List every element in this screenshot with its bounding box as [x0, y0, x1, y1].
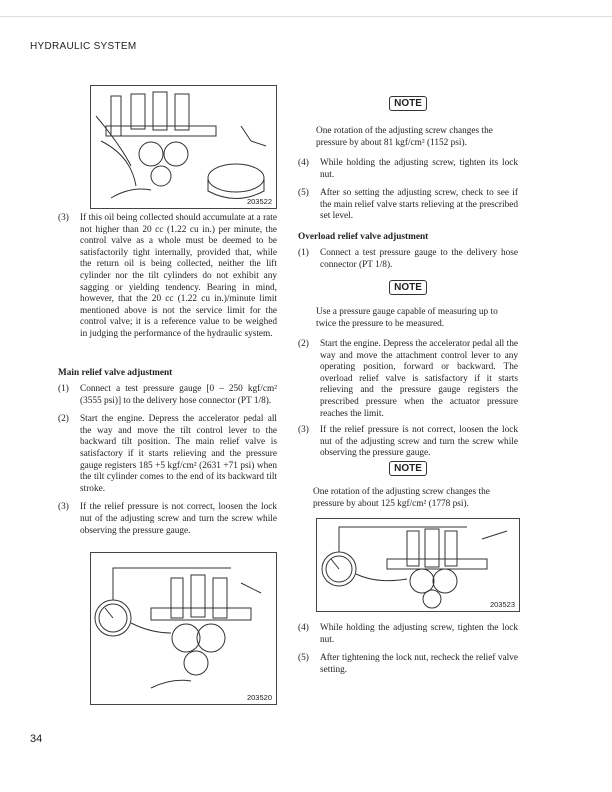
note-3-text: One rotation of the adjusting screw changes the pressure by about 125 kgf/cm² (1778 psi).: [313, 487, 490, 509]
list-item: [58, 213, 277, 341]
main-relief-steps-cont: [298, 158, 518, 223]
list-item: [298, 623, 518, 646]
list-item: [58, 502, 277, 537]
item-number: (5): [298, 188, 309, 199]
item-text: If the relief pressure is not correct, loosen the lock nut of the adjusting screw and turn the screw while observing the pressure gauge.: [320, 425, 518, 459]
item-text: Start the engine. Depress the accelerator pedal all the way and move the attachment control lever to any operating position, forward or backward. The overload relief valve is satisfactory if it starts relieving and the pressure gauge registers the prescribed pressure when the actuator pressure reaches the limit.: [320, 339, 518, 419]
note-label: NOTE: [389, 96, 427, 111]
item-text: Start the engine. Depress the accelerator pedal all the way and move the tilt control lever to the backward tilt position. The main relief valve is satisfactory if it starts relieving and the pressure gauge registers 185 +5 kgf/cm² (2631 +71 psi) when the tilt cylinder comes to the end of its backward tilt stroke.: [80, 414, 277, 494]
item-number: (3): [298, 425, 309, 436]
list-item: [58, 384, 277, 407]
item-number: (1): [298, 248, 309, 258]
list-item: [298, 158, 518, 181]
item-text: After tightening the lock nut, recheck the relief valve setting.: [320, 653, 518, 675]
figure-number: 203523: [489, 600, 515, 609]
item-number: (2): [58, 414, 69, 425]
note-1-text: One rotation of the adjusting screw changes the pressure by about 81 kgf/cm² (1152 psi).: [316, 126, 493, 148]
note-label: NOTE: [389, 461, 427, 476]
list-item: [298, 188, 518, 223]
note-1: [298, 93, 518, 111]
item-text: While holding the adjusting screw, tighten its lock nut.: [320, 158, 518, 180]
item-number: (3): [58, 213, 69, 223]
list-item: [58, 414, 277, 495]
item-number: (2): [298, 339, 309, 349]
section-title: HYDRAULIC SYSTEM: [30, 41, 137, 52]
item-number: (5): [298, 653, 309, 664]
main-relief-heading: Main relief valve adjustment: [58, 368, 173, 378]
page-number: 34: [30, 733, 43, 745]
list-item: [298, 425, 518, 460]
item-text: While holding the adjusting screw, tighten the lock nut.: [320, 623, 518, 645]
item-text: After so setting the adjusting screw, check to see if the main relief valve starts relieving at the prescribed set level.: [320, 188, 518, 222]
item-text: Connect a test pressure gauge [0 – 250 kgf/cm² (3555 psi)] to the delivery hose connector (PT 1/8).: [80, 384, 277, 406]
overload-relief-heading: Overload relief valve adjustment: [298, 232, 429, 242]
figure-overload-relief-gauge: [316, 518, 520, 612]
overload-step-1: [298, 248, 518, 271]
figure-number: 203520: [246, 693, 272, 702]
left-text-column-top: [58, 213, 277, 341]
item-text: Connect a test pressure gauge to the delivery hose connector (PT 1/8).: [320, 248, 518, 270]
item-number: (1): [58, 384, 69, 394]
figure-main-relief-gauge: [90, 552, 277, 705]
scan-edge-line: [0, 16, 612, 17]
list-item: [298, 248, 518, 271]
gauge-valve-illustration: [317, 519, 519, 611]
note-2: [298, 277, 518, 295]
item-number: (3): [58, 502, 69, 513]
figure-control-valve-oil-collection: [90, 85, 277, 209]
item-text: If this oil being collected should accumulate at a rate not higher than 20 cc (1.22 cu in.) per minute, the control valve as a whole must be deemed to be satisfactorily tight internally, provided that, while the return oil is being collected, neither the lift cylinder nor the tilt cylinders do not exhibit any sagging or yielding tendency. Bearing in mind, however, that the 20 cc (1.22 cu in.)/minute limit mentioned above is not the service limit for the control valve; it is a reference value to be weighed in judging the performance of the hydraulic system.: [80, 213, 277, 339]
item-text: If the relief pressure is not correct, loosen the lock nut of the adjusting screw and turn the screw while observing the pressure gauge.: [80, 502, 277, 536]
main-relief-steps: [58, 384, 277, 537]
item-number: (4): [298, 623, 309, 633]
item-number: (4): [298, 158, 309, 168]
overload-steps: [298, 339, 518, 460]
overload-steps-end: [298, 623, 518, 676]
note-2-text: Use a pressure gauge capable of measuring up to twice the pressure to be measured.: [316, 307, 498, 329]
note-3: [298, 458, 518, 476]
valve-illustration: [91, 86, 276, 208]
note-label: NOTE: [389, 280, 427, 295]
figure-number: 203522: [246, 197, 272, 206]
list-item: [298, 653, 518, 676]
gauge-valve-illustration: [91, 553, 276, 704]
list-item: [298, 339, 518, 420]
